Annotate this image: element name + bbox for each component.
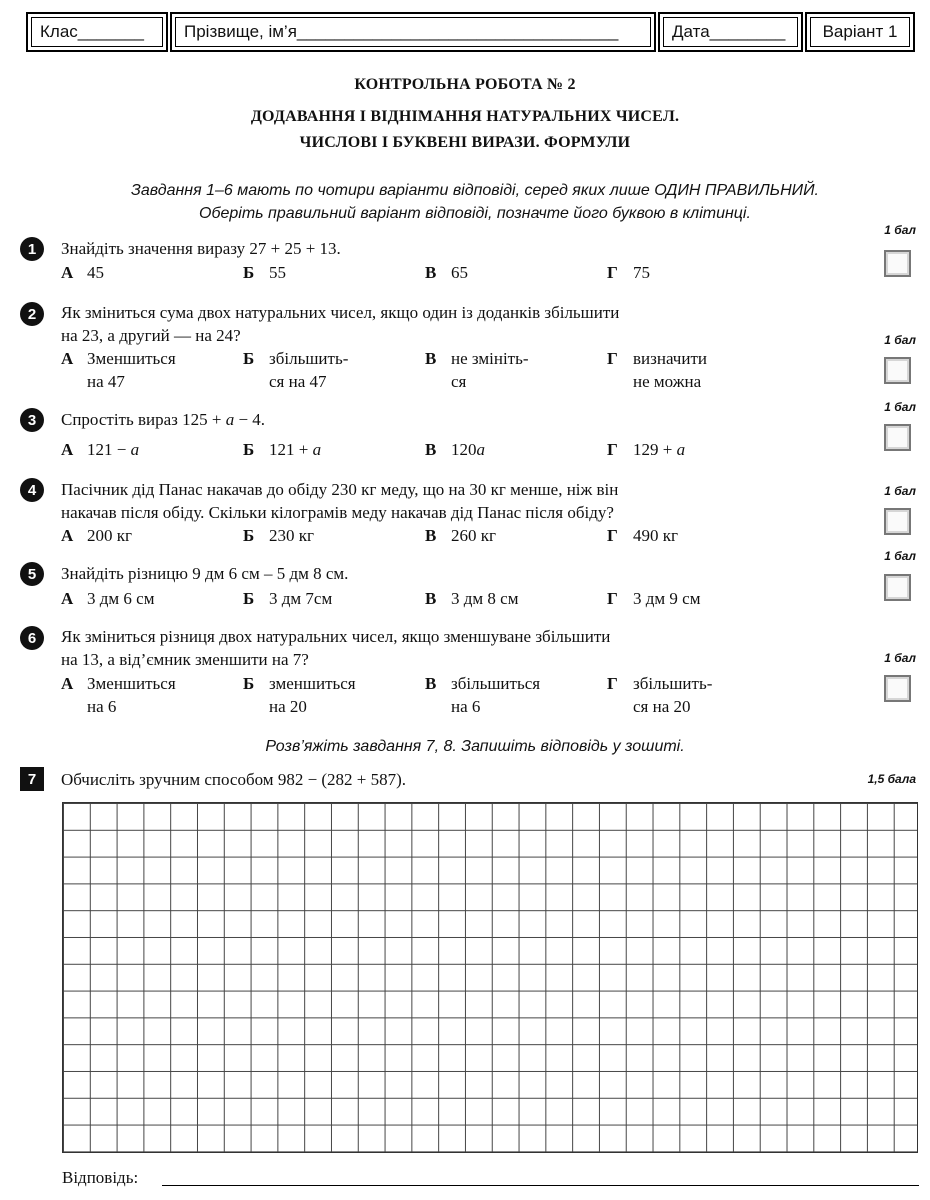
task-3-expression: 125 + a − 4. (182, 410, 266, 429)
task-2-points: 1 бал (884, 333, 916, 347)
option-letter: В (425, 349, 437, 368)
task-1-points: 1 бал (884, 223, 916, 237)
name-field-box (170, 12, 656, 52)
option-text: Зменшиться (87, 674, 176, 693)
option-text: 490 кг (633, 526, 678, 545)
task-2-option-c[interactable] (425, 347, 529, 393)
option-text: не змініть- (451, 349, 529, 368)
task-3-option-b[interactable] (243, 438, 321, 461)
option-text: 260 кг (451, 526, 496, 545)
option-text-line-2: ся на 20 (633, 697, 691, 716)
option-letter: Г (607, 263, 618, 282)
option-text: 120a (451, 440, 485, 459)
task-1-option-d[interactable] (607, 261, 650, 284)
option-text: збільшить- (633, 674, 713, 693)
option-text: 55 (269, 263, 286, 282)
task-7-number: 7 (20, 767, 44, 791)
option-letter: А (61, 440, 74, 459)
option-letter: Г (607, 349, 618, 368)
option-text-line-2: на 20 (269, 697, 307, 716)
option-letter: Б (243, 526, 255, 545)
work-grid[interactable] (62, 802, 918, 1153)
option-text: 65 (451, 263, 468, 282)
task-6-option-c[interactable] (425, 672, 540, 718)
option-letter: Г (607, 589, 618, 608)
task-2-option-a[interactable] (61, 347, 176, 393)
option-text: 200 кг (87, 526, 132, 545)
option-text: збільшиться (451, 674, 541, 693)
option-text: визначити (633, 349, 707, 368)
option-letter: Б (243, 589, 255, 608)
instructions-line-1: Завдання 1–6 мають по чотири варіанти відповіді, серед яких лише ОДИН ПРАВИЛЬНИЙ. (131, 182, 819, 199)
task-6-option-a[interactable] (61, 672, 176, 718)
class-field-box (26, 12, 168, 52)
variant-label: Варіант 1 (810, 17, 910, 47)
task-5-option-a[interactable] (61, 587, 154, 610)
option-letter: А (61, 589, 74, 608)
option-letter: В (425, 263, 437, 282)
option-text: Зменшиться (87, 349, 176, 368)
task-7-points: 1,5 бала (867, 772, 916, 786)
task-5-number: 5 (20, 562, 44, 586)
task-1-text: Знайдіть значення виразу 27 + 25 + 13. (61, 239, 341, 258)
option-letter: А (61, 674, 74, 693)
task-3-option-c[interactable] (425, 438, 485, 461)
task-5-option-d[interactable] (607, 587, 700, 610)
class-field-label: Клас_______ (31, 17, 163, 47)
task-6-number: 6 (20, 626, 44, 650)
option-letter: А (61, 263, 74, 282)
option-letter: А (61, 526, 74, 545)
date-field-box (658, 12, 803, 52)
option-letter: В (425, 440, 437, 459)
task-4-points: 1 бал (884, 484, 916, 498)
option-text-line-2: на 6 (87, 697, 117, 716)
task-2-answer-box[interactable] (884, 357, 911, 384)
task-2-text-line-1: Як зміниться сума двох натуральних чисел, якщо один із доданків збільшити (61, 303, 620, 322)
test-subtitle-1: ДОДАВАННЯ І ВІДНІМАННЯ НАТУРАЛЬНИХ ЧИСЕЛ. (250, 108, 680, 125)
task-4-answer-box[interactable] (884, 508, 911, 535)
option-letter: В (425, 589, 437, 608)
option-letter: Г (607, 440, 618, 459)
task-2-text-line-2: на 23, а другий — на 24? (61, 326, 241, 345)
answer-line[interactable] (162, 1185, 919, 1186)
option-letter: А (61, 349, 74, 368)
task-3-points: 1 бал (884, 400, 916, 414)
task-2-option-b[interactable] (243, 347, 348, 393)
option-text: 121 − a (87, 440, 140, 459)
task-6-text-line-2: на 13, а від’ємник зменшити на 7? (61, 650, 309, 669)
task-1-option-b[interactable] (243, 261, 286, 284)
task-4-option-c[interactable] (425, 524, 496, 547)
option-text: 121 + a (269, 440, 322, 459)
instructions-line-2: Оберіть правильний варіант відповіді, позначте його буквою в клітинці. (199, 205, 751, 222)
option-text: 3 дм 9 см (633, 589, 701, 608)
task-3-option-a[interactable] (61, 438, 139, 461)
option-text: 45 (87, 263, 104, 282)
task-1-answer-box[interactable] (884, 250, 911, 277)
task-3-number: 3 (20, 408, 44, 432)
task-1-option-a[interactable] (61, 261, 104, 284)
variant-box (805, 12, 915, 52)
option-text-line-2: ся на 47 (269, 372, 327, 391)
option-text: 3 дм 7см (269, 589, 333, 608)
task-6-option-b[interactable] (243, 672, 356, 718)
task-6-option-d[interactable] (607, 672, 712, 718)
option-letter: Б (243, 674, 255, 693)
task-3-text (61, 408, 265, 431)
part-2-instructions: Розв’яжіть завдання 7, 8. Запишіть відповідь у зошиті. (265, 738, 685, 755)
task-3-text-prefix: Спростіть вираз (61, 410, 183, 429)
option-letter: Г (607, 674, 618, 693)
task-4-text-line-2: накачав після обіду. Скільки кілограмів меду накачав дід Панас після обіду? (61, 503, 614, 522)
option-letter: В (425, 526, 437, 545)
answer-label: Відповідь: (62, 1168, 139, 1187)
task-5-option-b[interactable] (243, 587, 332, 610)
date-field-label: Дата________ (663, 17, 798, 47)
option-text-line-2: ся (451, 372, 467, 391)
task-4-option-d[interactable] (607, 524, 678, 547)
task-4-option-b[interactable] (243, 524, 314, 547)
task-7-expression: 982 − (282 + 587). (277, 770, 407, 789)
option-text: 75 (633, 263, 650, 282)
option-letter: Г (607, 526, 618, 545)
option-text-line-2: не можна (633, 372, 702, 391)
option-text: збільшить- (269, 349, 349, 368)
task-5-points: 1 бал (884, 549, 916, 563)
task-7-text-prefix: Обчисліть зручним способом (61, 770, 278, 789)
option-text-line-2: на 47 (87, 372, 125, 391)
option-text: зменшиться (269, 674, 356, 693)
task-1-number: 1 (20, 237, 44, 261)
task-3-option-d[interactable] (607, 438, 685, 461)
task-4-option-a[interactable] (61, 524, 132, 547)
option-text: 3 дм 6 см (87, 589, 155, 608)
task-6-answer-box[interactable] (884, 675, 911, 702)
task-3-answer-box[interactable] (884, 424, 911, 451)
option-letter: Б (243, 263, 255, 282)
test-subtitle-2: ЧИСЛОВІ І БУКВЕНІ ВИРАЗИ. ФОРМУЛИ (299, 134, 631, 151)
task-2-number: 2 (20, 302, 44, 326)
task-5-text: Знайдіть різницю 9 дм 6 см – 5 дм 8 см. (61, 564, 349, 583)
task-5-option-c[interactable] (425, 587, 518, 610)
test-title: КОНТРОЛЬНА РОБОТА № 2 (354, 76, 576, 93)
option-text: 3 дм 8 см (451, 589, 519, 608)
option-text-line-2: на 6 (451, 697, 481, 716)
task-2-option-d[interactable] (607, 347, 707, 393)
task-1-option-c[interactable] (425, 261, 468, 284)
task-6-text-line-1: Як зміниться різниця двох натуральних чисел, якщо зменшуване збільшити (61, 627, 611, 646)
option-text: 230 кг (269, 526, 314, 545)
task-7-text (61, 768, 406, 791)
option-letter: В (425, 674, 437, 693)
option-letter: Б (243, 349, 255, 368)
task-4-number: 4 (20, 478, 44, 502)
option-text: 129 + a (633, 440, 686, 459)
task-5-answer-box[interactable] (884, 574, 911, 601)
task-4-text-line-1: Пасічник дід Панас накачав до обіду 230 кг меду, що на 30 кг менше, ніж він (61, 480, 619, 499)
option-letter: Б (243, 440, 255, 459)
name-field-label: Прізвище, ім’я__________________________________ (175, 17, 651, 47)
task-6-points: 1 бал (884, 651, 916, 665)
